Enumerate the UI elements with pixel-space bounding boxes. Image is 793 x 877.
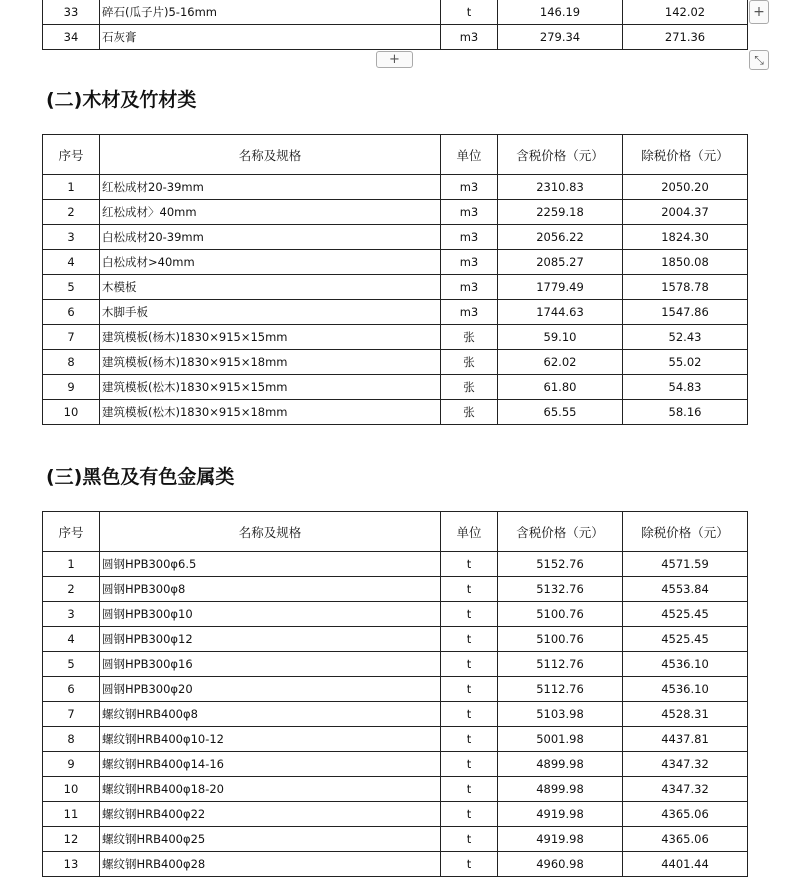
cell-no: 3 [43,602,100,627]
expand-icon: ⤡ [754,52,764,67]
cell-name: 圆钢HPB300φ16 [100,652,441,677]
cell-no: 5 [43,652,100,677]
cell-no: 2 [43,200,100,225]
cell-no: 6 [43,677,100,702]
table-body [43,0,748,50]
cell-tax-price: 65.55 [498,400,623,425]
cell-no: 7 [43,325,100,350]
cell-notax-price: 2050.20 [623,175,748,200]
cell-unit: 张 [441,375,498,400]
cell-tax-price: 2056.22 [498,225,623,250]
table-row [43,400,748,425]
table-row [43,25,748,50]
cell-tax-price: 5100.76 [498,602,623,627]
table-row [43,200,748,225]
cell-unit: 张 [441,350,498,375]
cell-notax-price: 4536.10 [623,677,748,702]
cell-name: 建筑模板(松木)1830×915×18mm [100,400,441,425]
table-header-row [43,512,748,552]
cell-unit: m3 [441,300,498,325]
cell-notax-price: 2004.37 [623,200,748,225]
table-row [43,627,748,652]
table-row [43,727,748,752]
cell-unit: m3 [441,275,498,300]
cell-no: 6 [43,300,100,325]
cell-unit: t [441,777,498,802]
cell-name: 木脚手板 [100,300,441,325]
cell-name: 圆钢HPB300φ12 [100,627,441,652]
cell-name: 螺纹钢HRB400φ8 [100,702,441,727]
header-no: 序号 [43,135,100,175]
cell-name: 建筑模板(松木)1830×915×15mm [100,375,441,400]
cell-tax-price: 5100.76 [498,627,623,652]
cell-name: 圆钢HPB300φ10 [100,602,441,627]
cell-no: 7 [43,702,100,727]
header-notax-price: 除税价格（元） [623,512,748,552]
cell-tax-price: 4919.98 [498,827,623,852]
cell-tax-price: 2310.83 [498,175,623,200]
cell-tax-price: 4899.98 [498,752,623,777]
cell-tax-price: 5152.76 [498,552,623,577]
cell-unit: 张 [441,325,498,350]
cell-notax-price: 4553.84 [623,577,748,602]
table-row [43,300,748,325]
cell-no: 5 [43,275,100,300]
cell-unit: m3 [441,250,498,275]
cell-name: 红松成材〉40mm [100,200,441,225]
cell-name: 螺纹钢HRB400φ22 [100,802,441,827]
cell-notax-price: 271.36 [623,25,748,50]
cell-unit: m3 [441,200,498,225]
metal-materials-table [42,511,748,877]
cell-notax-price: 1547.86 [623,300,748,325]
table-row [43,350,748,375]
plus-icon: + [389,52,400,67]
wood-materials-table [42,134,748,425]
cell-no: 2 [43,577,100,602]
cell-tax-price: 1779.49 [498,275,623,300]
cell-notax-price: 54.83 [623,375,748,400]
cell-notax-price: 4525.45 [623,627,748,652]
table-header-row [43,135,748,175]
cell-unit: 张 [441,400,498,425]
header-tax-price: 含税价格（元） [498,135,623,175]
cell-unit: t [441,752,498,777]
cell-unit: t [441,577,498,602]
cell-notax-price: 1824.30 [623,225,748,250]
cell-unit: m3 [441,175,498,200]
cell-notax-price: 4525.45 [623,602,748,627]
cell-no: 10 [43,777,100,802]
header-tax-price: 含税价格（元） [498,512,623,552]
cell-name: 碎石(瓜子片)5-16mm [100,0,441,25]
cell-unit: t [441,652,498,677]
cell-name: 螺纹钢HRB400φ18-20 [100,777,441,802]
table-row [43,0,748,25]
cell-notax-price: 4528.31 [623,702,748,727]
cell-unit: t [441,852,498,877]
table-row [43,677,748,702]
cell-notax-price: 1578.78 [623,275,748,300]
cell-name: 螺纹钢HRB400φ28 [100,852,441,877]
cell-tax-price: 5001.98 [498,727,623,752]
cell-notax-price: 4437.81 [623,727,748,752]
table-row [43,577,748,602]
cell-name: 螺纹钢HRB400φ14-16 [100,752,441,777]
cell-tax-price: 62.02 [498,350,623,375]
cell-unit: t [441,627,498,652]
cell-no: 12 [43,827,100,852]
cell-tax-price: 1744.63 [498,300,623,325]
materials-table-top [42,0,748,50]
table-row [43,275,748,300]
cell-unit: t [441,702,498,727]
cell-notax-price: 58.16 [623,400,748,425]
cell-no: 10 [43,400,100,425]
cell-notax-price: 4536.10 [623,652,748,677]
section-title-metal: (三)黑色及有色金属类 [46,466,235,488]
header-unit: 单位 [441,135,498,175]
cell-tax-price: 5103.98 [498,702,623,727]
section-title-wood: (二)木材及竹材类 [46,89,197,111]
cell-tax-price: 5112.76 [498,652,623,677]
cell-notax-price: 55.02 [623,350,748,375]
cell-no: 3 [43,225,100,250]
cell-tax-price: 59.10 [498,325,623,350]
table-body [43,552,748,877]
cell-notax-price: 52.43 [623,325,748,350]
cell-notax-price: 4401.44 [623,852,748,877]
cell-no: 34 [43,25,100,50]
table-row [43,777,748,802]
cell-no: 9 [43,752,100,777]
cell-no: 4 [43,250,100,275]
table-row [43,250,748,275]
cell-no: 4 [43,627,100,652]
add-column-button[interactable] [749,0,769,24]
cell-no: 1 [43,552,100,577]
cell-notax-price: 4365.06 [623,827,748,852]
add-row-button[interactable] [376,51,413,68]
header-notax-price: 除税价格（元） [623,135,748,175]
cell-tax-price: 146.19 [498,0,623,25]
cell-name: 圆钢HPB300φ8 [100,577,441,602]
table-body [43,175,748,425]
cell-name: 螺纹钢HRB400φ25 [100,827,441,852]
cell-no: 9 [43,375,100,400]
cell-unit: t [441,552,498,577]
table-row [43,827,748,852]
header-no: 序号 [43,512,100,552]
cell-unit: t [441,602,498,627]
cell-no: 33 [43,0,100,25]
cell-tax-price: 4899.98 [498,777,623,802]
cell-unit: t [441,0,498,25]
cell-no: 13 [43,852,100,877]
table-row [43,225,748,250]
cell-name: 圆钢HPB300φ20 [100,677,441,702]
cell-name: 建筑模板(杨木)1830×915×18mm [100,350,441,375]
plus-icon: + [753,4,765,20]
cell-tax-price: 2085.27 [498,250,623,275]
cell-unit: t [441,827,498,852]
cell-no: 11 [43,802,100,827]
cell-no: 1 [43,175,100,200]
cell-unit: t [441,802,498,827]
cell-name: 红松成材20-39mm [100,175,441,200]
table-row [43,175,748,200]
cell-unit: t [441,727,498,752]
table-row [43,752,748,777]
table-row [43,375,748,400]
table-row [43,325,748,350]
header-unit: 单位 [441,512,498,552]
cell-tax-price: 5112.76 [498,677,623,702]
cell-unit: m3 [441,25,498,50]
cell-name: 白松成材>40mm [100,250,441,275]
cell-notax-price: 4347.32 [623,777,748,802]
table-row [43,552,748,577]
cell-no: 8 [43,350,100,375]
cell-unit: t [441,677,498,702]
expand-table-button[interactable] [749,50,769,70]
cell-tax-price: 2259.18 [498,200,623,225]
cell-tax-price: 4919.98 [498,802,623,827]
cell-no: 8 [43,727,100,752]
header-name: 名称及规格 [100,135,441,175]
cell-unit: m3 [441,225,498,250]
cell-notax-price: 4347.32 [623,752,748,777]
cell-name: 白松成材20-39mm [100,225,441,250]
cell-notax-price: 4365.06 [623,802,748,827]
cell-name: 石灰膏 [100,25,441,50]
cell-notax-price: 1850.08 [623,250,748,275]
cell-tax-price: 61.80 [498,375,623,400]
header-name: 名称及规格 [100,512,441,552]
cell-notax-price: 4571.59 [623,552,748,577]
cell-notax-price: 142.02 [623,0,748,25]
table-row [43,652,748,677]
cell-name: 建筑模板(杨木)1830×915×15mm [100,325,441,350]
table-row [43,602,748,627]
cell-tax-price: 4960.98 [498,852,623,877]
cell-name: 木模板 [100,275,441,300]
table-row [43,702,748,727]
cell-name: 圆钢HPB300φ6.5 [100,552,441,577]
table-row [43,852,748,877]
cell-name: 螺纹钢HRB400φ10-12 [100,727,441,752]
cell-tax-price: 279.34 [498,25,623,50]
cell-tax-price: 5132.76 [498,577,623,602]
table-row [43,802,748,827]
